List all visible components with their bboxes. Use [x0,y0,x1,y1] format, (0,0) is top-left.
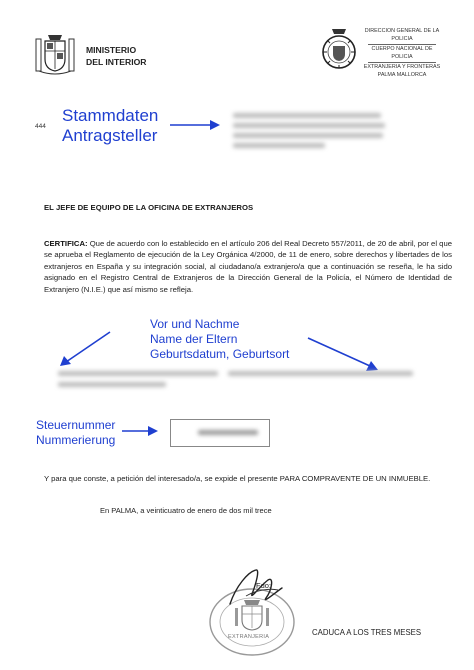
coat-of-arms-icon [34,31,76,77]
document-heading: EL JEFE DE EQUIPO DE LA OFICINA DE EXTRANJEROS [44,203,254,212]
annotation-applicant-line-2: Antragsteller [62,126,158,145]
redacted-applicant-line [233,143,325,148]
police-divider [368,62,436,63]
annotation-applicant [62,106,158,146]
police-line-3: CUERPO NACIONAL DE [371,46,433,53]
redacted-applicant-line [233,113,381,118]
police-divider [368,44,436,45]
annotation-names [150,317,289,362]
signature-label: Fdo: [256,581,272,590]
certification-text [44,238,452,295]
redacted-applicant-line [233,133,383,138]
police-line-5: EXTRANJERIA Y FRONTERAS [363,64,441,71]
redacted-applicant-line [233,123,385,128]
police-line-1: DIRECCION GENERAL DE LA [364,28,440,34]
ministry-line-1: MINISTERIO [86,45,137,55]
arrow-right-icon [122,425,158,437]
redacted-person-line [58,382,166,387]
redacted-person-line [58,371,218,376]
police-line-4: POLICIA [391,53,413,60]
annotation-names-line-2: Name der Eltern [150,332,238,346]
annotation-applicant-line-1: Stammdaten [62,106,159,125]
annotation-names-line-1: Vor und Nachme [150,317,240,331]
certifica-label: CERTIFICA: [44,239,88,248]
police-emblem-icon [320,27,358,71]
police-line-6: PALMA MALLORCA [377,71,427,78]
reference-number: 444 [35,123,46,130]
certifica-body: Que de acuerdo con lo establecido en el artículo 206 del Real Decreto 557/2011, de 20 de abril, por el que se aprueba el Reglamento de ejecución de la Ley Orgánica 4/2000, de 11 de enero, sobre derechos y libertades de los extranjeros en España y su integración social, al ciudadano/a extranjero/a que a continuación se reseña, le ha sido asignado en el Registro Central de Extranjeros de la Dirección General de la Policía, el Número de Identidad de Extranjero (N.I.E.) que así mismo se refleja. [44,239,452,294]
police-department [362,28,442,80]
arrow-right-icon [170,118,220,132]
annotation-tax-line-1: Steuernummer [36,418,116,432]
police-line-2: POLICIA [391,35,413,42]
annotation-tax-number [36,418,115,448]
redacted-nie-number [198,430,258,435]
ministry-line-2: DEL INTERIOR [86,57,147,67]
stamp-label: EXTRANJERIA [228,634,270,640]
place-and-date: En PALMA, a veinticuatro de enero de dos mil trece [100,506,272,515]
redacted-person-line [228,371,413,376]
annotation-tax-line-2: Nummerierung [36,433,116,447]
annotation-names-line-3: Geburtsdatum, Geburtsort [150,347,290,361]
closing-statement: Y para que conste, a petición del interesado/a, se expide el presente PARA COMPRAVENTE DE UN INMUEBLE. [44,474,431,483]
ministry-name [86,44,146,68]
expiry-notice: CADUCA A LOS TRES MESES [312,628,422,637]
arrow-down-left-icon [58,332,110,368]
arrow-down-right-icon [308,338,378,372]
